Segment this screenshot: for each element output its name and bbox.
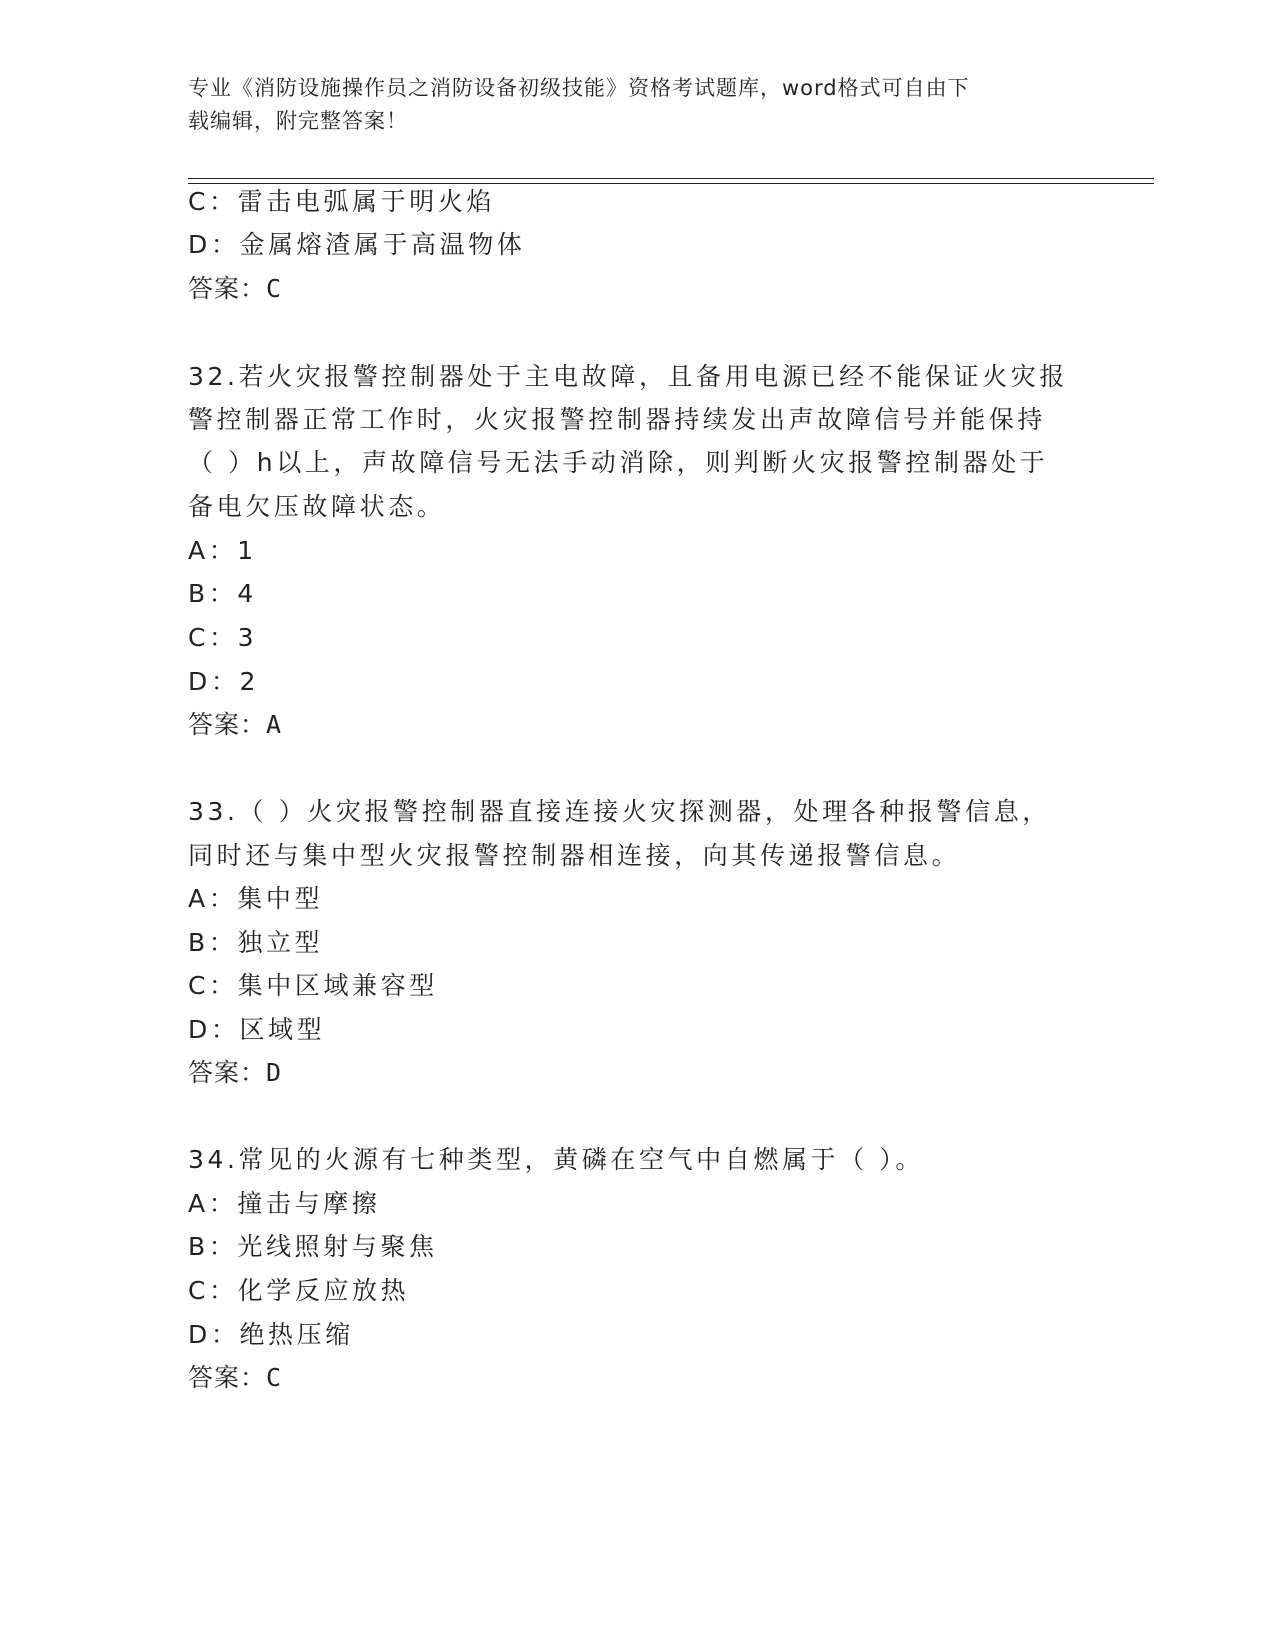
q32-stem-line-2: 警控制器正常工作时，火灾报警控制器持续发出声故障信号并能保持 bbox=[188, 405, 1047, 434]
q32-stem-line-3: （ ）h以上，声故障信号无法手动消除，则判断火灾报警控制器处于 bbox=[188, 448, 1049, 477]
q32-option-a: A：1 bbox=[188, 536, 257, 565]
q31-answer: 答案：C bbox=[188, 274, 283, 303]
q34-option-c: C：化学反应放热 bbox=[188, 1276, 410, 1305]
q34-option-a: A：撞击与摩擦 bbox=[188, 1189, 381, 1218]
header-line-2: 载编辑，附完整答案！ bbox=[188, 109, 408, 133]
q32-stem-line-1: 32.若火灾报警控制器处于主电故障，且备用电源已经不能保证火灾报 bbox=[188, 362, 1068, 391]
page-header bbox=[188, 72, 1068, 138]
q32-option-c: C：3 bbox=[188, 623, 258, 652]
q33-option-b: B：独立型 bbox=[188, 928, 324, 957]
q31-option-c: C：雷击电弧属于明火焰 bbox=[188, 187, 496, 216]
q33-answer: 答案：D bbox=[188, 1058, 283, 1087]
header-line-1: 专业《消防设施操作员之消防设备初级技能》资格考试题库，word格式可自由下 bbox=[188, 76, 970, 100]
q33-option-c: C：集中区域兼容型 bbox=[188, 971, 438, 1000]
header-divider-top bbox=[188, 178, 1154, 179]
q32-stem-line-4: 备电欠压故障状态。 bbox=[188, 492, 446, 521]
q34-option-d: D：绝热压缩 bbox=[188, 1320, 354, 1349]
q33-stem-line-1: 33.（ ）火灾报警控制器直接连接火灾探测器，处理各种报警信息， bbox=[188, 797, 1051, 826]
header-divider-bottom bbox=[188, 183, 1154, 184]
q32-option-d: D：2 bbox=[188, 667, 259, 696]
q33-option-d: D：区域型 bbox=[188, 1015, 326, 1044]
q33-option-a: A：集中型 bbox=[188, 884, 324, 913]
q34-answer: 答案：C bbox=[188, 1363, 283, 1392]
q34-option-b: B：光线照射与聚焦 bbox=[188, 1232, 438, 1261]
q32-option-b: B：4 bbox=[188, 579, 257, 608]
q32-answer: 答案：A bbox=[188, 710, 283, 739]
q33-stem-line-2: 同时还与集中型火灾报警控制器相连接，向其传递报警信息。 bbox=[188, 841, 961, 870]
q31-option-d: D：金属熔渣属于高温物体 bbox=[188, 230, 526, 259]
q34-stem-line-1: 34.常见的火源有七种类型，黄磷在空气中自燃属于（ ）。 bbox=[188, 1145, 925, 1174]
